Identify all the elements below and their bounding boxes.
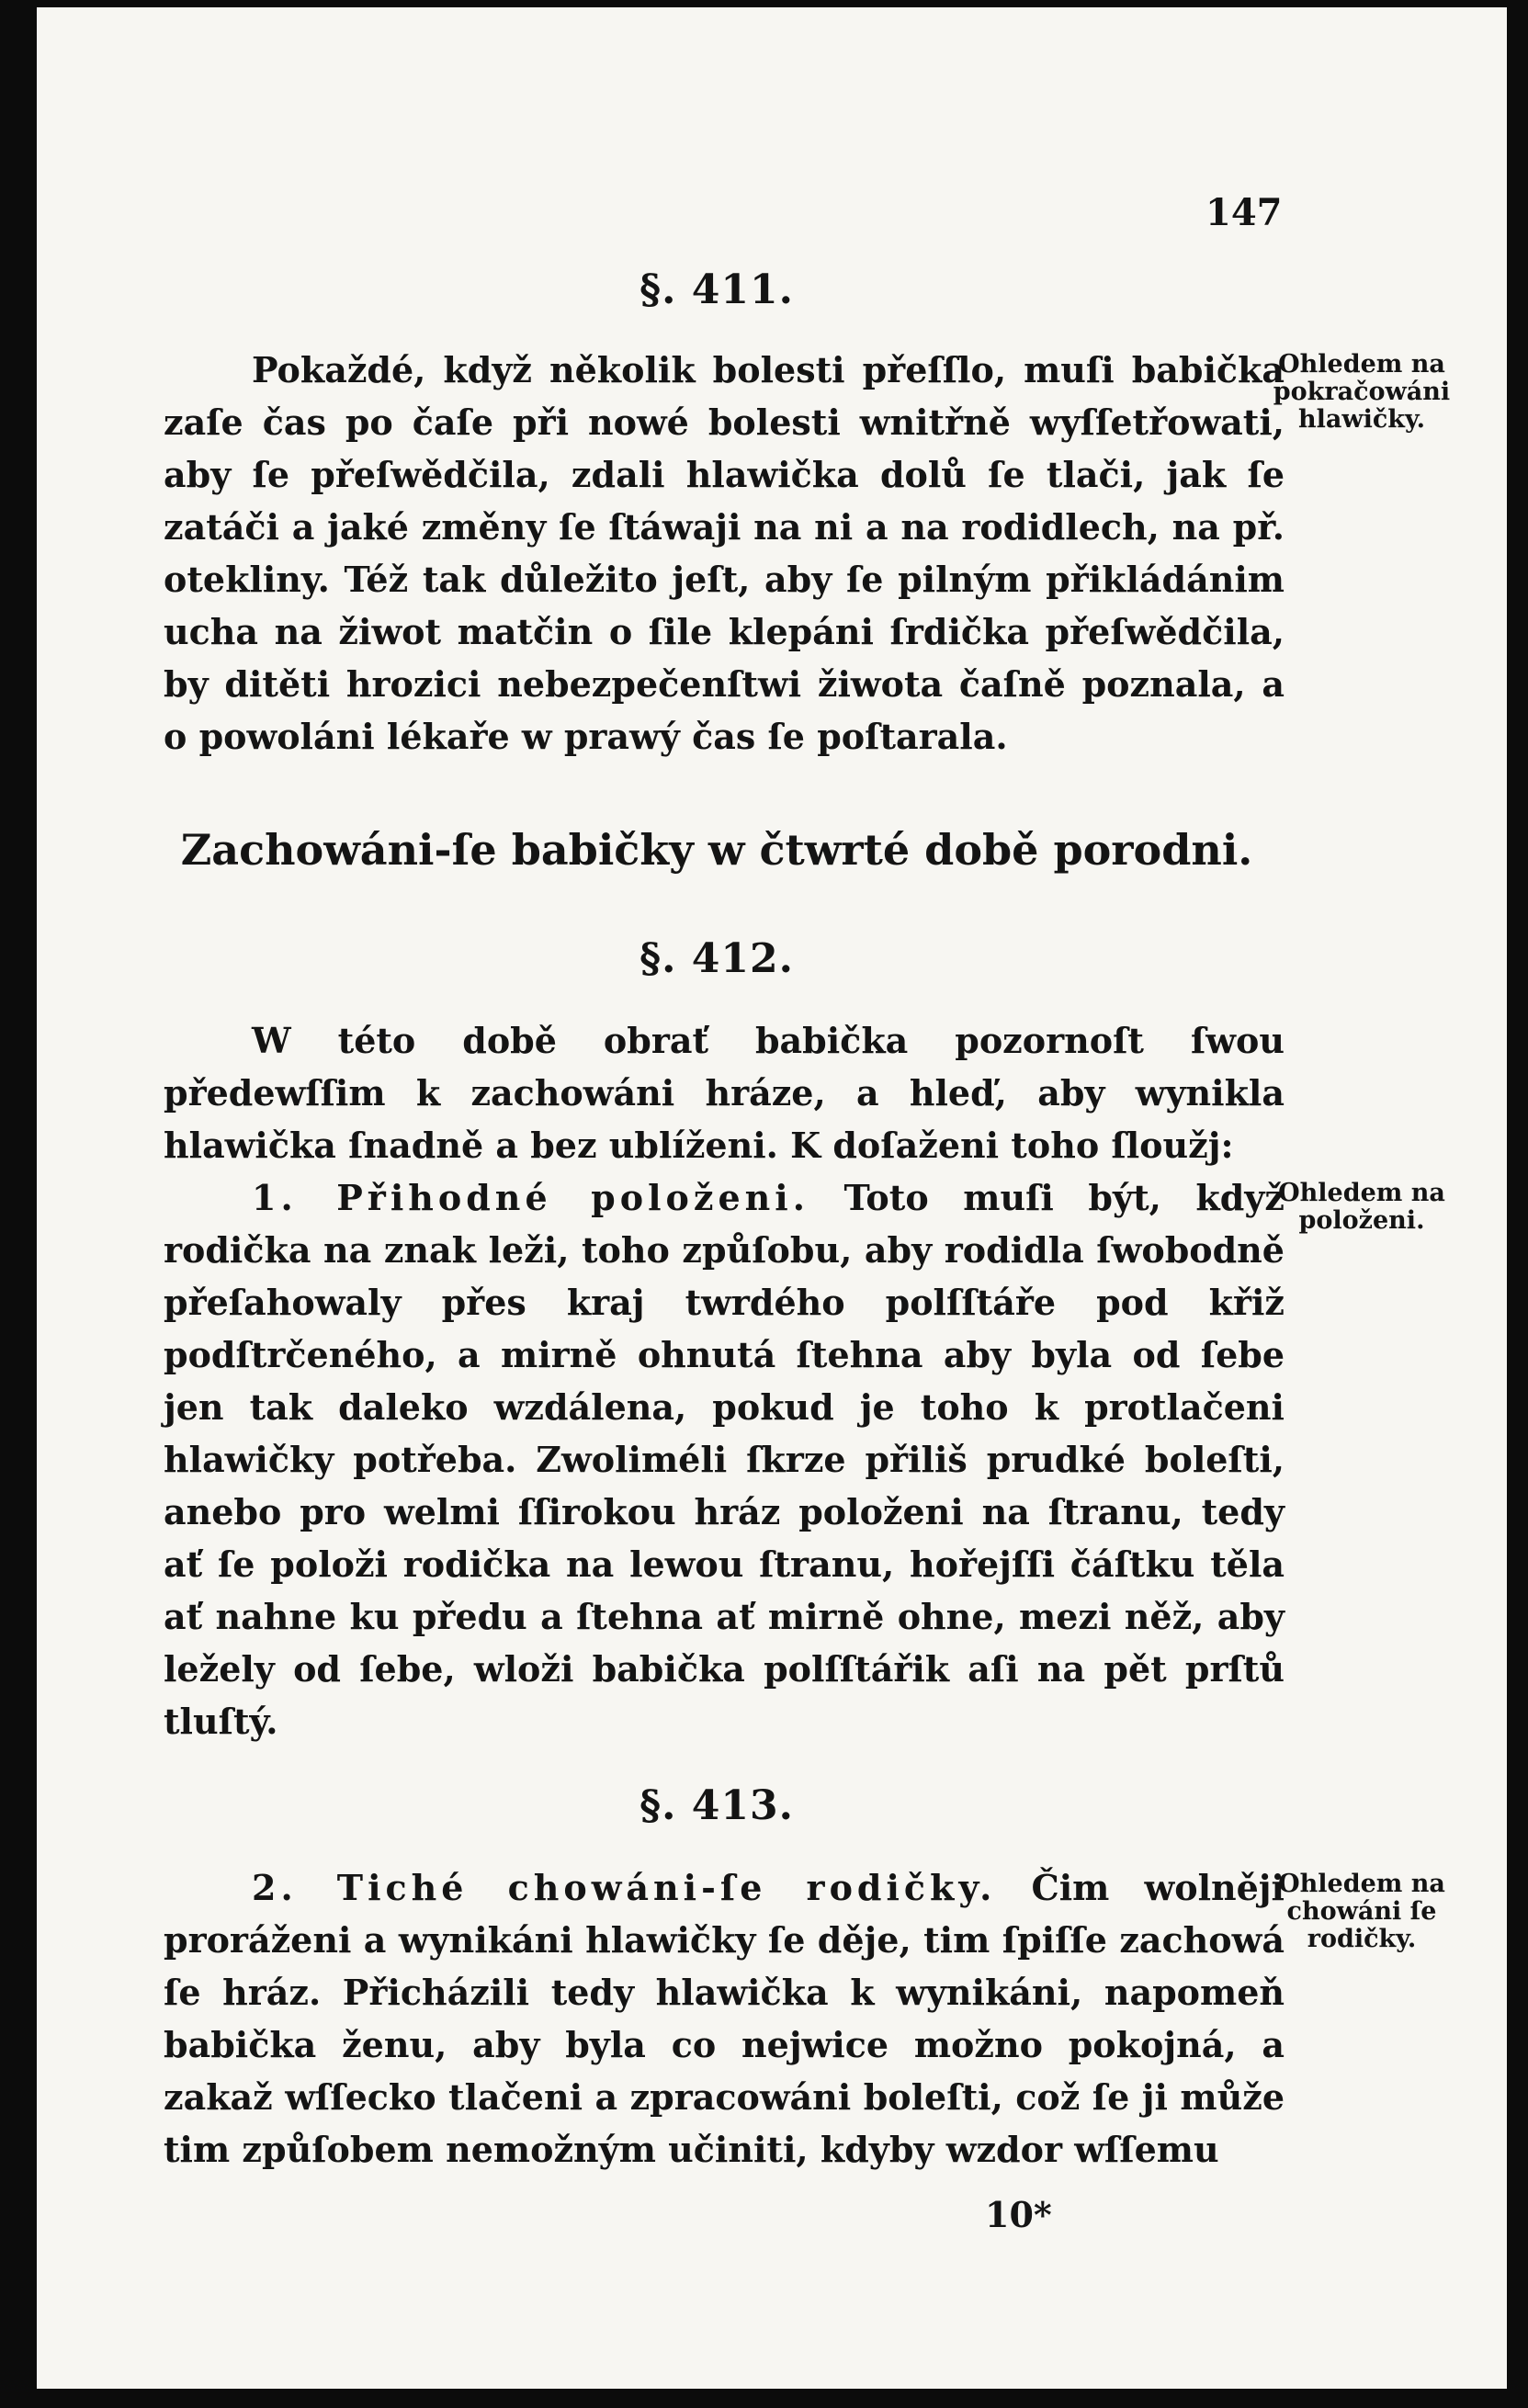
item-1-label: 1. Přihodné položeni. — [252, 1177, 809, 1218]
section-heading-413: §. 413. — [639, 1782, 794, 1829]
page-number: 147 — [1205, 191, 1283, 234]
section-heading-412: §. 412. — [639, 935, 794, 982]
section-heading-411: §. 411. — [639, 266, 794, 313]
item-2-label: 2. Tiché chowáni-ſe rodičky. — [252, 1867, 997, 1908]
paragraph-413-item-2 — [164, 1861, 1285, 2176]
paragraph-411: Pokaždé, když několik bolesti přeſſlo, muſi babička zaſe čas po čaſe při nowé bolesti wnitřně wyſſetřowati, aby ſe přeſwědčila, zdali hlawička dolů ſe tlači, jak ſe zatáči a jaké změny ſe ſtáwaji na ni a na rodidlech, na př. otekliny. Též tak důležito jeſt, aby ſe pilným přikládánim ucha na žiwot matčin o ſile klepáni ſrdička přeſwědčila, by ditěti hrozici nebezpečenſtwi žiwota čaſně poznala, a o powoláni lékaře w prawý čas ſe poſtarala. — [164, 349, 1285, 757]
chapter-heading: Zachowáni-ſe babičky w čtwrté době porodni. — [180, 825, 1253, 875]
margin-note-411: Ohledem na pokračowáni hlawičky. — [1273, 350, 1451, 434]
item-1-text: Toto muſi být, když rodička na znak leži, toho způſobu, aby rodidla ſwobodně přeſahowaly přes kraj twrdého polſſtáře pod křiž podſtrčeného, a mirně ohnutá ſtehna aby byla od ſebe jen tak daleko wzdálena, pokud je toho k protlačeni hlawičky potřeba. Zwoliméli ſkrze přiliš prudké boleſti, anebo pro welmi ſſirokou hráz položeni na ſtranu, tedy ať ſe položi rodička na lewou ſtranu, hořejſſi čáſtku těla ať nahne ku předu a ſtehna ať mirně ohne, mezi něž, aby ležely od ſebe, wloži babička polſſtářik aſi na pět prſtů tluſtý. — [164, 1177, 1285, 1742]
printer-signature: 10* — [985, 2194, 1052, 2235]
paragraph-412-intro: W této době obrať babička pozornoſt ſwou předewſſim k zachowáni hráze, a hleď, aby wynikla hlawička ſnadně a bez ublíženi. K doſaženi toho ſloužj: — [164, 1020, 1285, 1166]
paragraph-412-item-1 — [164, 1171, 1285, 1747]
item-2-text: Čim wolněji proráženi a wynikáni hlawičky ſe děje, tim ſpiſſe zachowá ſe hráz. Přicházili tedy hlawička k wynikáni, napomeň babička ženu, aby byla co nejwice možno pokojná, a zakaž wſſecko tlačeni a zpracowáni boleſti, což ſe ji může tim způſobem nemožným učiniti, kdyby wzdor wſſemu — [164, 1867, 1285, 2170]
margin-note-412: Ohledem na položeni. — [1278, 1179, 1445, 1235]
book-page — [37, 7, 1507, 2389]
margin-note-413: Ohledem na chowáni ſe rodičky. — [1278, 1870, 1445, 1953]
